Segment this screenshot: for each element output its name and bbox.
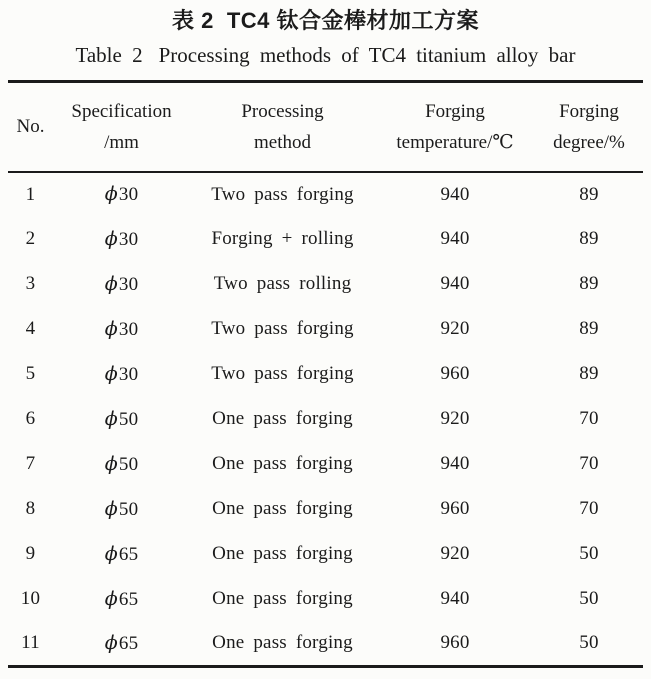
cell-specification: ϕ30: [104, 272, 139, 295]
column-header-degree-line1: Forging: [559, 100, 619, 122]
cell-specification: ϕ30: [104, 362, 139, 385]
column-header-degree: [535, 82, 643, 172]
cell-degree: 50: [579, 632, 599, 654]
cell-degree: 89: [579, 183, 599, 205]
table-row: [8, 352, 643, 397]
cell-temperature: 940: [440, 273, 470, 294]
phi-diameter-symbol: ϕ: [104, 272, 118, 295]
cell-no: 3: [25, 273, 36, 294]
cell-degree: 50: [579, 543, 599, 564]
cell-specification: ϕ30: [104, 227, 139, 250]
cell-degree: 89: [579, 363, 599, 384]
processing-methods-table: [8, 80, 643, 668]
cell-specification: ϕ50: [104, 497, 139, 520]
cell-temperature: 920: [440, 543, 470, 564]
cell-method: Two pass forging: [211, 318, 354, 339]
table-row: [8, 622, 643, 667]
cell-no: 4: [25, 318, 36, 339]
cell-method: One pass forging: [212, 408, 353, 429]
cell-specification: ϕ30: [104, 183, 139, 205]
cell-method: One pass forging: [212, 543, 353, 564]
cell-temperature: 920: [440, 318, 470, 339]
cell-temperature: 940: [440, 228, 470, 249]
phi-diameter-symbol: ϕ: [104, 317, 118, 340]
cell-temperature: 960: [440, 632, 470, 654]
cell-specification: ϕ65: [104, 542, 139, 565]
table-body: [8, 172, 643, 667]
cell-no: 2: [25, 228, 36, 249]
column-header-temperature-line2: temperature/℃: [396, 131, 514, 153]
column-header-no-label: No.: [16, 116, 45, 138]
cell-degree: 89: [579, 318, 599, 339]
cell-specification: ϕ65: [104, 631, 139, 654]
cell-degree: 70: [579, 453, 599, 474]
table-title-cn: TC4 钛合金棒材加工方案: [226, 8, 480, 33]
phi-diameter-symbol: ϕ: [104, 183, 118, 205]
cell-temperature: 940: [440, 183, 470, 205]
cell-degree: 70: [579, 498, 599, 519]
cell-method: One pass forging: [212, 453, 353, 474]
cell-specification: ϕ50: [104, 452, 139, 475]
column-header-specification: [53, 82, 190, 172]
column-header-degree-line2: degree/%: [553, 131, 625, 153]
table-row: [8, 442, 643, 487]
cell-method: Two pass forging: [211, 363, 354, 384]
table-row: [8, 532, 643, 577]
column-header-specification-line2: /mm: [104, 131, 139, 153]
cell-temperature: 940: [440, 453, 470, 474]
cell-temperature: 960: [440, 363, 470, 384]
table-number-en: Table 2: [75, 43, 143, 67]
cell-method: Forging + rolling: [211, 228, 354, 249]
phi-diameter-symbol: ϕ: [104, 362, 118, 385]
cell-degree: 89: [579, 228, 599, 249]
phi-diameter-symbol: ϕ: [104, 631, 118, 654]
column-header-method-line2: method: [254, 131, 311, 153]
cell-no: 7: [25, 453, 36, 474]
cell-no: 11: [21, 632, 40, 654]
cell-method: One pass forging: [212, 588, 353, 609]
phi-diameter-symbol: ϕ: [104, 452, 118, 475]
phi-diameter-symbol: ϕ: [104, 587, 118, 610]
cell-specification: ϕ50: [104, 407, 139, 430]
column-header-temperature-line1: Forging: [425, 100, 485, 122]
table-row: [8, 307, 643, 352]
cell-method: Two pass rolling: [213, 273, 352, 294]
cell-degree: 70: [579, 408, 599, 429]
table-caption-chinese: [0, 0, 651, 34]
cell-specification: ϕ65: [104, 587, 139, 610]
phi-diameter-symbol: ϕ: [104, 497, 118, 520]
cell-temperature: 920: [440, 408, 470, 429]
cell-method: Two pass forging: [211, 183, 354, 205]
cell-method: One pass forging: [212, 498, 353, 519]
cell-no: 1: [25, 183, 36, 205]
table-title-en: Processing methods of TC4 titanium alloy bar: [158, 43, 576, 67]
phi-diameter-symbol: ϕ: [104, 227, 118, 250]
cell-degree: 50: [579, 588, 599, 609]
column-header-method: [190, 82, 375, 172]
table-header-row: [8, 82, 643, 172]
table-row: [8, 172, 643, 217]
cell-no: 5: [25, 363, 36, 384]
cell-temperature: 940: [440, 588, 470, 609]
phi-diameter-symbol: ϕ: [104, 407, 118, 430]
cell-method: One pass forging: [212, 632, 353, 654]
phi-diameter-symbol: ϕ: [104, 542, 118, 565]
table-caption-english: [0, 43, 651, 68]
cell-degree: 89: [579, 273, 599, 294]
column-header-no: [8, 82, 53, 172]
cell-no: 6: [25, 408, 36, 429]
cell-no: 9: [25, 543, 36, 564]
cell-no: 8: [25, 498, 36, 519]
table-row: [8, 577, 643, 622]
table-row: [8, 487, 643, 532]
cell-no: 10: [20, 588, 41, 609]
table-row: [8, 217, 643, 262]
table-number-cn: 表 2: [171, 8, 214, 33]
table-header: [8, 82, 643, 172]
cell-specification: ϕ30: [104, 317, 139, 340]
column-header-temperature: [375, 82, 535, 172]
table-row: [8, 262, 643, 307]
column-header-method-line1: Processing: [241, 100, 324, 122]
cell-temperature: 960: [440, 498, 470, 519]
column-header-specification-line1: Specification: [71, 100, 172, 122]
table-row: [8, 397, 643, 442]
